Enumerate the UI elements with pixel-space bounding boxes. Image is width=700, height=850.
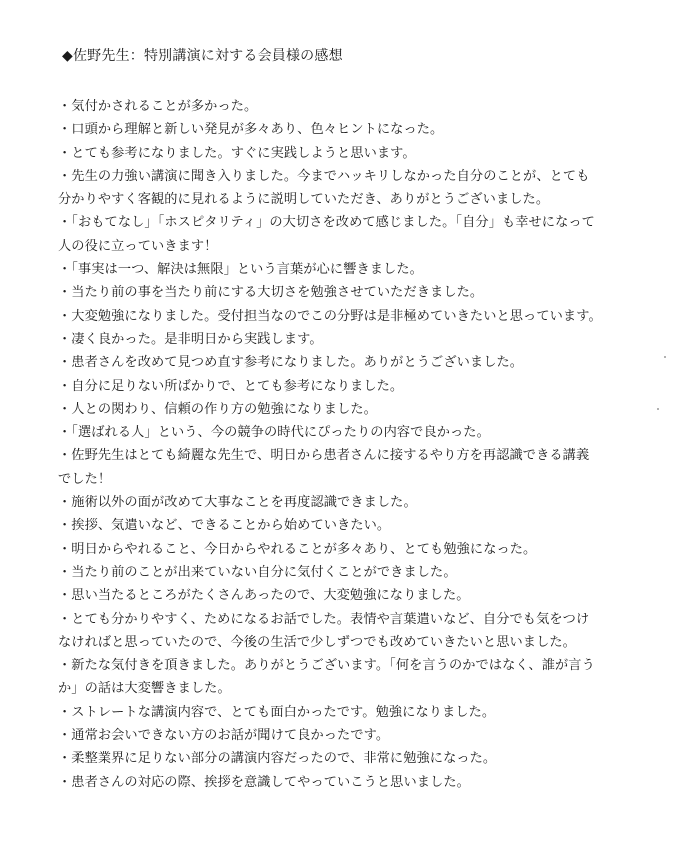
comment-item [58, 538, 680, 561]
comment-line: ・ストレートな講演内容で、とても面白かったです。勉強になりました。 [58, 704, 496, 720]
scan-speck [664, 356, 666, 358]
comment-item [58, 584, 680, 607]
comment-line: ・佐野先生はとても綺麗な先生で、明日から患者さんに接するやり方を再認識できる講義 [58, 448, 590, 464]
comment-line: ・明日からやれること、今日からやれることが多々あり、とても勉強になった。 [58, 541, 537, 557]
comment-line: ・先生の力強い講演に聞き入りました。今までハッキリしなかった自分のことが、とても [58, 168, 590, 184]
comment-item [58, 771, 680, 794]
comment-list [58, 95, 680, 794]
comment-item [58, 444, 680, 491]
comment-item [58, 142, 680, 165]
comment-line: ・自分に足りない所ばかりで、とても参考になりました。 [58, 378, 404, 394]
comment-line: ・「選ばれる人」という、今の競争の時代にぴったりの内容で良かった。 [58, 425, 490, 441]
comment-item [58, 701, 680, 724]
comment-line: ・思い当たるところがたくさんあったので、大変勉強になりました。 [58, 588, 470, 604]
comment-item [58, 328, 680, 351]
comment-item [58, 398, 680, 421]
comment-item [58, 281, 680, 304]
comment-item [58, 118, 680, 141]
comment-line: ・凄く良かった。是非明日から実践します。 [58, 331, 323, 347]
comment-item [58, 747, 680, 770]
comment-item [58, 375, 680, 398]
comment-line: ・人との関わり、信頼の作り方の勉強になりました。 [58, 401, 377, 417]
comment-item [58, 165, 680, 212]
comment-item [58, 95, 680, 118]
document-title: ◆佐野先生：特別講演に対する会員様の感想 [62, 48, 343, 64]
comment-line: ・当たり前のことが出来ていない自分に気付くことができました。 [58, 564, 457, 580]
comment-line: ・施術以外の面が改めて大事なことを再度認識できました。 [58, 495, 417, 511]
comment-item [58, 211, 680, 258]
comment-item [58, 561, 680, 584]
comment-item [58, 258, 680, 281]
comment-line: でした！ [58, 471, 112, 487]
comment-line: ・「事実は一つ、解決は無限」という言葉が心に響きました。 [58, 262, 423, 278]
comment-line: か」の話は大変響きました。 [58, 681, 231, 697]
comment-item [58, 491, 680, 514]
comment-line: ・当たり前の事を当たり前にする大切さを勉強させていただきました。 [58, 285, 484, 301]
comment-item [58, 421, 680, 444]
comment-line: ・「おもてなし」「ホスピタリティ」の大切さを改めて感じました。「自分」も幸せになって [58, 215, 595, 231]
comment-line: ・口頭から理解と新しい発見が多々あり、色々ヒントになった。 [58, 122, 444, 138]
comment-item [58, 305, 680, 328]
comment-line: ・大変勉強になりました。受付担当なのでこの分野は是非極めていきたいと思っています。 [58, 308, 602, 324]
comment-line: 分かりやすく客観的に見れるように説明していただき、ありがとうございました。 [58, 192, 550, 208]
comment-line: ・新たな気付きを頂きました。ありがとうございます。「何を言うのかではなく、誰が言う [58, 658, 595, 674]
comment-line: ・とても分かりやすく、ためになるお話でした。表情や言葉遣いなど、自分でも気をつけ [58, 611, 590, 627]
comment-item [58, 351, 680, 374]
comment-line: ・患者さんの対応の際、挨拶を意識してやっていこうと思いました。 [58, 774, 470, 790]
comment-item [58, 608, 680, 655]
comment-line: ・患者さんを改めて見つめ直す参考になりました。ありがとうございました。 [58, 355, 524, 371]
comment-item [58, 654, 680, 701]
comment-line: ・気付かされることが多かった。 [58, 99, 258, 114]
scan-speck [657, 408, 659, 410]
comment-line: ・とても参考になりました。すぐに実践しようと思います。 [58, 145, 416, 161]
comment-item [58, 724, 680, 747]
comment-item [58, 514, 680, 537]
comment-line: 人の役に立っていきます！ [58, 238, 218, 254]
comment-line: ・挨拶、気遣いなど、できることから始めていきたい。 [58, 518, 391, 534]
comment-line: なければと思っていたので、今後の生活で少しずつでも改めていきたいと思いました。 [58, 634, 576, 650]
comment-line: ・通常お会いできない方のお話が聞けて良かったです。 [58, 728, 390, 744]
comment-line: ・柔整業界に足りない部分の講演内容だったので、非常に勉強になった。 [58, 751, 497, 767]
